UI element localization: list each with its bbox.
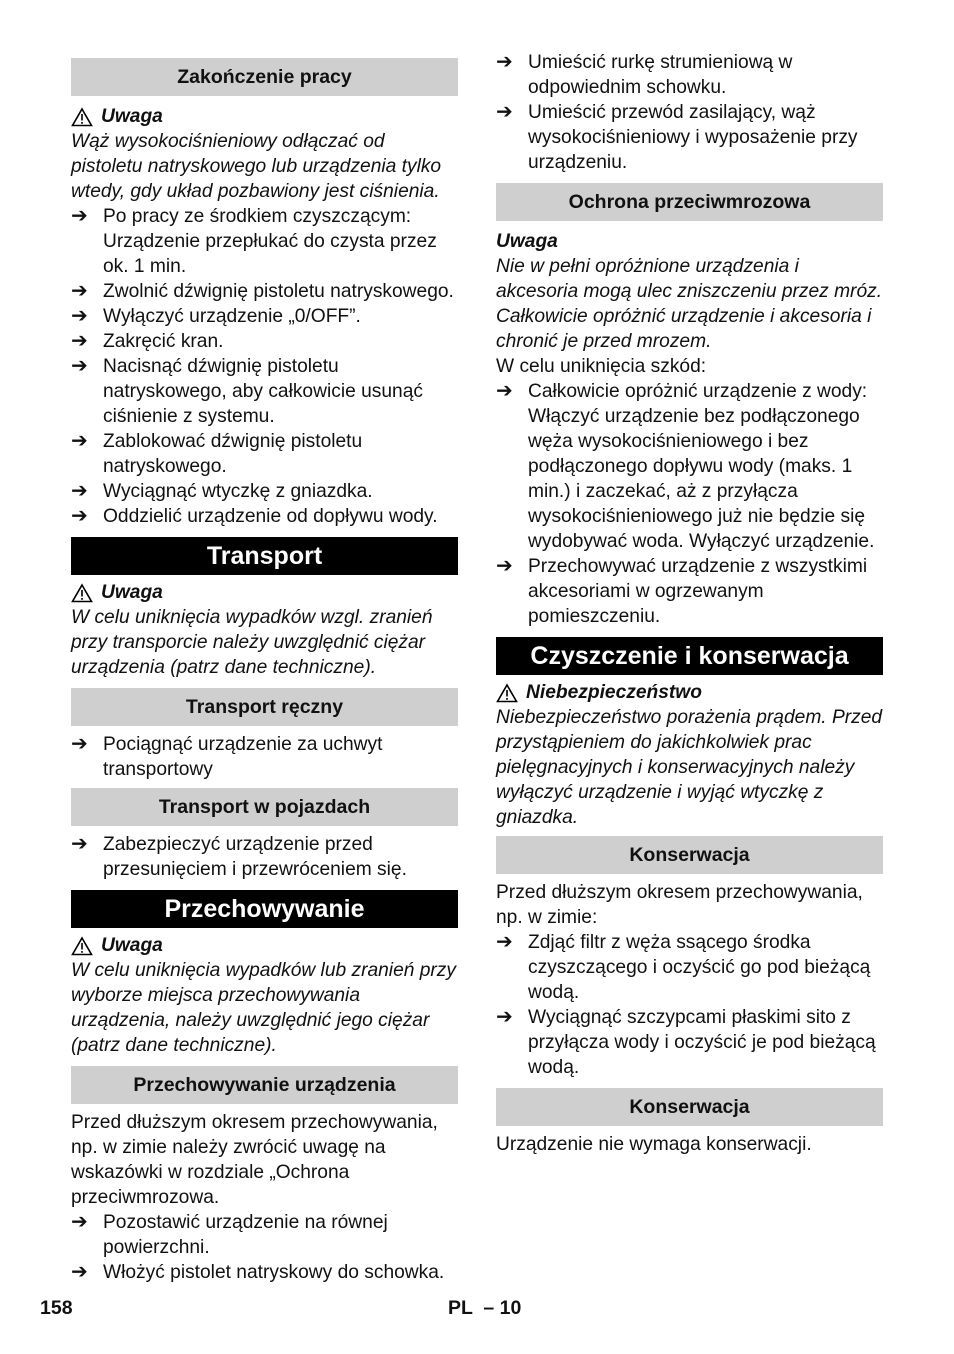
warning-title: Uwaga xyxy=(71,104,458,129)
chapter-heading-transport: Transport xyxy=(71,537,458,575)
warning-title: Uwaga xyxy=(496,231,558,252)
list-item: ➔ Zdjąć filtr z węża ssącego środka czyszczącego i oczyścić go pod bieżącą wodą. xyxy=(496,931,871,1003)
paragraph: Przed dłuższym okresem przechowywania, np. w zimie należy zwrócić uwagę na wskazówki w rozdziale „Ochrona przeciwmrozowa. xyxy=(71,1112,438,1208)
list-item: ➔ Pozostawić urządzenie na równej powierzchni. xyxy=(71,1211,388,1258)
arrow-right-icon: ➔ xyxy=(71,833,88,855)
list-item: ➔ Umieścić rurkę strumieniową w odpowiednim schowku. xyxy=(496,51,793,98)
warning-text: W celu uniknięcia wypadków lub zranień przy wyborze miejsca przechowywania urządzenia, należy uwzględnić jego ciężar (patrz dane techniczne). xyxy=(71,960,456,1056)
warning-text: Wąż wysokociśnieniowy odłączać od pistoletu natryskowego lub urządzenia tylko wtedy, gdy układ pozbawiony jest ciśnienia. xyxy=(71,131,442,202)
section-heading-transport-reczny: Transport ręczny xyxy=(71,688,458,726)
section-heading-konserwacja-2: Konserwacja xyxy=(496,1088,883,1126)
list-item: ➔ Włożyć pistolet natryskowy do schowka. xyxy=(71,1261,445,1283)
arrow-right-icon: ➔ xyxy=(496,380,513,402)
paragraph: Urządzenie nie wymaga konserwacji. xyxy=(496,1134,812,1155)
paragraph: W celu uniknięcia szkód: xyxy=(496,356,707,377)
list-item: ➔ Nacisnąć dźwignię pistoletu natryskowego, aby całkowicie usunąć ciśnienie z systemu. xyxy=(71,355,423,427)
arrow-right-icon: ➔ xyxy=(496,51,513,73)
arrow-right-icon: ➔ xyxy=(496,555,513,577)
list-item: ➔ Przechowywać urządzenie z wszystkimi akcesoriami w ogrzewanym pomieszczeniu. xyxy=(496,555,868,627)
list-item: ➔ Zabezpieczyć urządzenie przed przesunięciem i przewróceniem się. xyxy=(71,833,407,880)
warning-title: Uwaga xyxy=(71,933,458,958)
section-heading-konserwacja: Konserwacja xyxy=(496,836,883,874)
arrow-right-icon: ➔ xyxy=(496,101,513,123)
list-item: ➔ Zwolnić dźwignię pistoletu natryskowego. xyxy=(71,280,454,302)
arrow-right-icon: ➔ xyxy=(496,1006,513,1028)
paragraph: Przed dłuższym okresem przechowywania, np. w zimie: xyxy=(496,882,863,928)
warning-triangle-icon xyxy=(71,936,93,956)
list-item: ➔ Oddzielić urządzenie od dopływu wody. xyxy=(71,505,438,527)
warning-title: Niebezpieczeństwo xyxy=(496,680,883,705)
list-item: ➔ Zablokować dźwignię pistoletu natryskowego. xyxy=(71,430,363,477)
section-heading-zakonczenie: Zakończenie pracy xyxy=(71,58,458,96)
right-column xyxy=(496,50,883,1157)
arrow-right-icon: ➔ xyxy=(71,505,88,527)
warning-text: W celu uniknięcia wypadków wzgl. zranień przy transporcie należy uwzględnić ciężar urządzenia (patrz dane techniczne). xyxy=(71,607,433,678)
warning-text: Niebezpieczeństwo porażenia prądem. Przed przystąpieniem do jakichkolwiek prac pielęgnacyjnych i konserwacyjnych należy wyłączyć urządzenie i wyjąć wtyczkę z gniazdka. xyxy=(496,707,883,828)
arrow-right-icon: ➔ xyxy=(71,430,88,452)
list-item: ➔ Zakręcić kran. xyxy=(71,330,224,352)
language-page-label: PL – 10 xyxy=(448,1297,522,1319)
chapter-heading-czyszczenie: Czyszczenie i konserwacja xyxy=(496,637,883,675)
warning-title: Uwaga xyxy=(71,580,458,605)
arrow-right-icon: ➔ xyxy=(71,280,88,302)
arrow-right-icon: ➔ xyxy=(71,305,88,327)
arrow-right-icon: ➔ xyxy=(71,480,88,502)
list-item: ➔ Wyłączyć urządzenie „0/OFF”. xyxy=(71,305,361,327)
arrow-right-icon: ➔ xyxy=(71,1211,88,1233)
section-heading-przechowywanie-urzadzenia: Przechowywanie urządzenia xyxy=(71,1066,458,1104)
list-item: ➔ Po pracy ze środkiem czyszczącym: Urządzenie przepłukać do czysta przez ok. 1 min. xyxy=(71,205,437,277)
arrow-right-icon: ➔ xyxy=(71,205,88,227)
left-column xyxy=(71,50,458,1285)
page-number: 158 xyxy=(40,1297,73,1319)
section-heading-transport-pojazd: Transport w pojazdach xyxy=(71,788,458,826)
arrow-right-icon: ➔ xyxy=(71,733,88,755)
chapter-heading-przechowywanie: Przechowywanie xyxy=(71,890,458,928)
list-item: ➔ Umieścić przewód zasilający, wąż wysokociśnieniowy i wyposażenie przy urządzeniu. xyxy=(496,101,858,173)
list-item: ➔ Całkowicie opróżnić urządzenie z wody: Włączyć urządzenie bez podłączonego węża wysokociśnieniowego i bez podłączonego dopływu wody (maks. 1 min.) i zaczekać, aż z przyłącza wysokociśnieniowego już nie będzie się wydobywać woda. Wyłączyć urządzenie. xyxy=(496,380,875,552)
warning-triangle-icon xyxy=(71,583,93,603)
warning-text: Nie w pełni opróżnione urządzenia i akcesoria mogą ulec zniszczeniu przez mróz. Całkowicie opróżnić urządzenie i akcesoria i chronić je przed mrozem. xyxy=(496,256,883,352)
arrow-right-icon: ➔ xyxy=(71,1261,88,1283)
arrow-right-icon: ➔ xyxy=(71,330,88,352)
arrow-right-icon: ➔ xyxy=(71,355,88,377)
section-heading-ochrona: Ochrona przeciwmrozowa xyxy=(496,183,883,221)
list-item: ➔ Pociągnąć urządzenie za uchwyt transportowy xyxy=(71,733,383,780)
list-item: ➔ Wyciągnąć wtyczkę z gniazdka. xyxy=(71,480,373,502)
arrow-right-icon: ➔ xyxy=(496,931,513,953)
warning-triangle-icon xyxy=(496,683,518,703)
warning-triangle-icon xyxy=(71,107,93,127)
list-item: ➔ Wyciągnąć szczypcami płaskimi sito z przyłącza wody i oczyścić je pod bieżącą wodą. xyxy=(496,1006,876,1078)
